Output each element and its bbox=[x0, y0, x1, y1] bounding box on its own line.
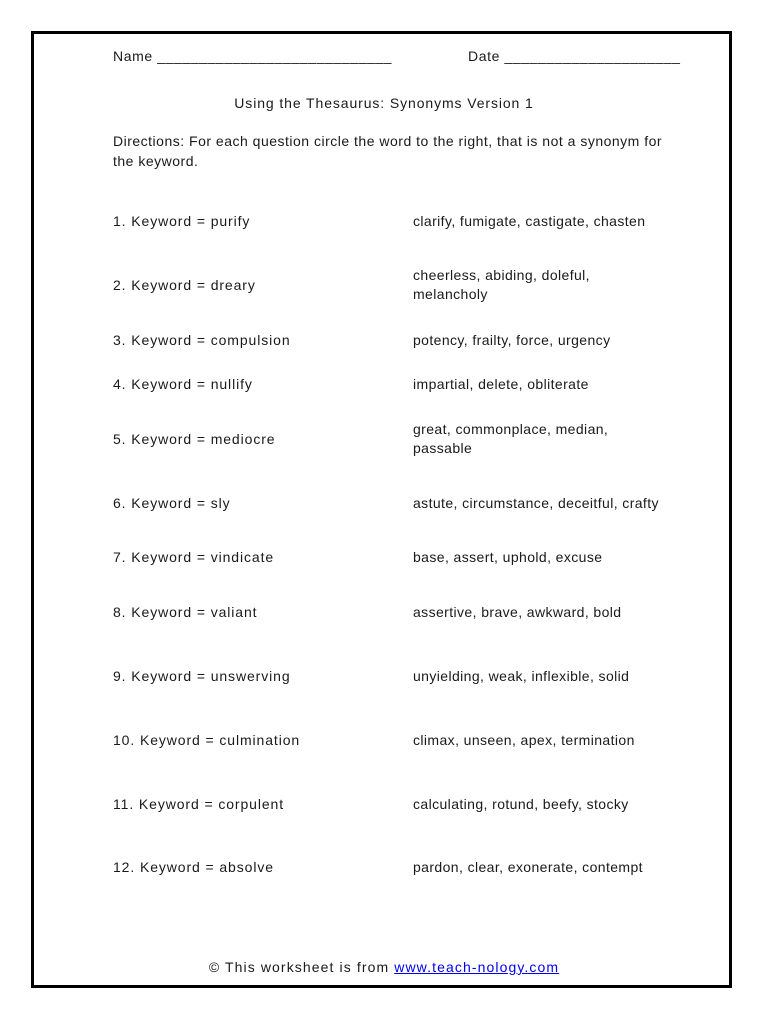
question-options: climax, unseen, apex, termination bbox=[413, 731, 635, 748]
question-row bbox=[113, 720, 768, 760]
question-row bbox=[113, 847, 768, 887]
question-row bbox=[113, 537, 768, 577]
question-options: pardon, clear, exonerate, contempt bbox=[413, 858, 643, 875]
question-row bbox=[113, 320, 768, 360]
question-options: impartial, delete, obliterate bbox=[413, 375, 589, 392]
question-options: potency, frailty, force, urgency bbox=[413, 331, 611, 348]
footer-credit bbox=[0, 959, 768, 975]
question-keyword: 5. Keyword = mediocre bbox=[113, 431, 276, 447]
question-options: cheerless, abiding, doleful, melancholy bbox=[413, 267, 590, 302]
footer-copyright-text: © This worksheet is from bbox=[208, 959, 395, 975]
directions-text: Directions: For each question circle the word to the right, that is not a synonym for the keyword. bbox=[113, 133, 663, 169]
question-row bbox=[113, 265, 768, 305]
question-row bbox=[113, 364, 768, 404]
question-row bbox=[113, 201, 768, 241]
worksheet-title: Using the Thesaurus: Synonyms Version 1 bbox=[234, 95, 534, 111]
name-field-label: Name ____________________________ bbox=[113, 48, 393, 64]
question-options: assertive, brave, awkward, bold bbox=[413, 603, 622, 620]
question-keyword: 4. Keyword = nullify bbox=[113, 376, 253, 392]
question-row bbox=[113, 483, 768, 523]
question-row bbox=[113, 656, 768, 696]
question-keyword: 10. Keyword = culmination bbox=[113, 732, 301, 748]
question-keyword: 11. Keyword = corpulent bbox=[113, 796, 285, 812]
question-options: calculating, rotund, beefy, stocky bbox=[413, 795, 629, 812]
question-options: astute, circumstance, deceitful, crafty bbox=[413, 494, 659, 511]
footer-website-link[interactable]: www.teach-nology.com bbox=[394, 959, 560, 975]
date-field-label: Date _____________________ bbox=[468, 48, 681, 64]
question-options: unyielding, weak, inflexible, solid bbox=[413, 667, 630, 684]
question-keyword: 6. Keyword = sly bbox=[113, 495, 231, 511]
question-row bbox=[113, 592, 768, 632]
question-options: base, assert, uphold, excuse bbox=[413, 548, 603, 565]
question-keyword: 12. Keyword = absolve bbox=[113, 859, 274, 875]
question-options: clarify, fumigate, castigate, chasten bbox=[413, 212, 646, 229]
question-row bbox=[113, 784, 768, 824]
question-keyword: 1. Keyword = purify bbox=[113, 213, 251, 229]
question-keyword: 9. Keyword = unswerving bbox=[113, 668, 291, 684]
question-keyword: 3. Keyword = compulsion bbox=[113, 332, 291, 348]
question-options: great, commonplace, median, passable bbox=[413, 421, 609, 456]
question-keyword: 7. Keyword = vindicate bbox=[113, 549, 275, 565]
question-keyword: 8. Keyword = valiant bbox=[113, 604, 258, 620]
question-keyword: 2. Keyword = dreary bbox=[113, 277, 256, 293]
question-row bbox=[113, 419, 768, 459]
